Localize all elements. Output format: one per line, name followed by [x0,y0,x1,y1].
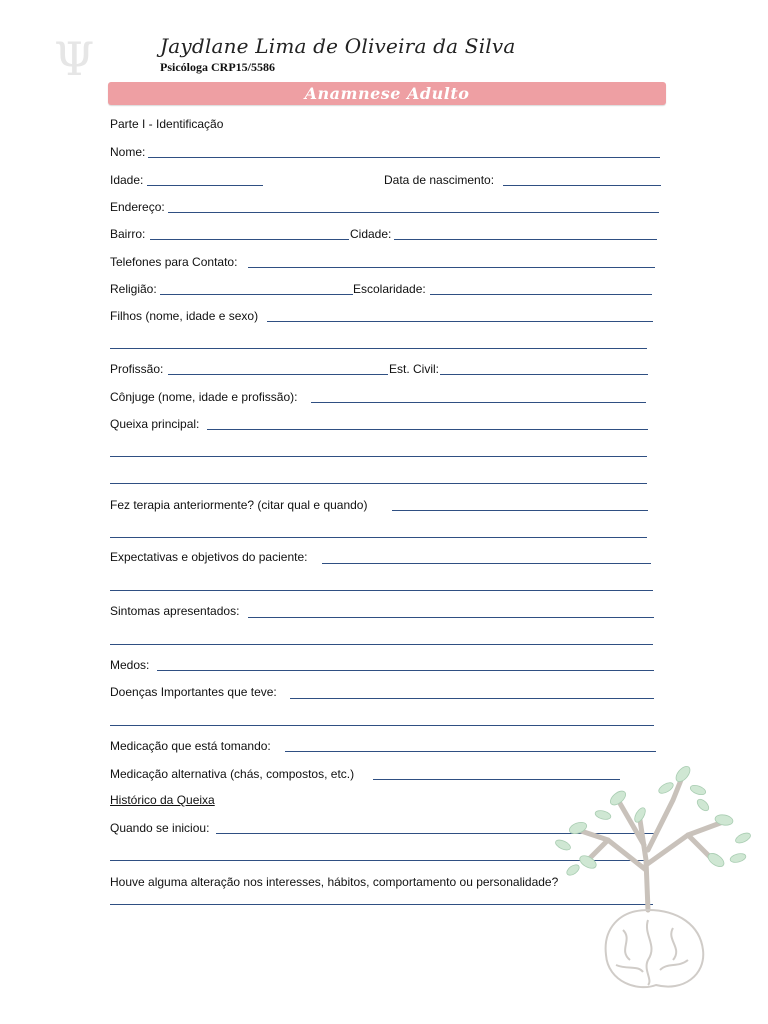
title-banner [108,82,666,105]
medos-field[interactable] [157,670,654,671]
idade-label: Idade: [110,173,144,187]
escolaridade-label: Escolaridade: [353,282,426,296]
terapia-field-line-2[interactable] [110,537,647,538]
conjuge-label: Cônjuge (nome, idade e profissão): [110,390,298,404]
bairro-label: Bairro: [110,227,146,241]
religiao-field[interactable] [160,294,353,295]
religiao-label: Religião: [110,282,157,296]
terapia-field[interactable] [392,510,648,511]
expectativas-label: Expectativas e objetivos do paciente: [110,550,308,564]
medicacao-field[interactable] [285,751,656,752]
historico-heading: Histórico da Queixa [110,793,215,807]
terapia-label: Fez terapia anteriormente? (citar qual e quando) [110,498,368,512]
psychologist-name: Jaydlane Lima de Oliveira da Silva [160,34,516,58]
conjuge-field[interactable] [311,402,646,403]
sintomas-field[interactable] [248,617,654,618]
profissao-field[interactable] [168,374,388,375]
nascimento-field[interactable] [503,185,661,186]
medicacao-label: Medicação que está tomando: [110,739,271,753]
nome-label: Nome: [110,145,146,159]
queixa-field-line-3[interactable] [110,483,647,484]
doencas-field-line-2[interactable] [110,725,654,726]
sintomas-label: Sintomas apresentados: [110,604,240,618]
nome-field[interactable] [148,157,660,158]
tree-brain-illustration [548,760,758,1000]
endereco-field[interactable] [168,212,659,213]
escolaridade-field[interactable] [430,294,652,295]
bairro-field[interactable] [150,239,349,240]
estcivil-label: Est. Civil: [389,362,440,376]
cidade-field[interactable] [394,239,657,240]
estcivil-field[interactable] [440,374,648,375]
psi-logo: Ψ [54,32,95,86]
sintomas-field-line-2[interactable] [110,644,653,645]
queixa-label: Queixa principal: [110,417,200,431]
form-title: Anamnese Adulto [304,84,470,103]
medos-label: Medos: [110,658,150,672]
doencas-field[interactable] [290,698,654,699]
telefones-field[interactable] [248,267,655,268]
cidade-label: Cidade: [350,227,392,241]
expectativas-field-line-2[interactable] [110,590,653,591]
expectativas-field[interactable] [322,563,651,564]
telefones-label: Telefones para Contato: [110,255,238,269]
alteracao-label: Houve alguma alteração nos interesses, hábitos, comportamento ou personalidade? [110,875,559,889]
filhos-field-line-2[interactable] [110,348,647,349]
section-heading: Parte I - Identificação [110,117,224,131]
medicacao-alt-label: Medicação alternativa (chás, compostos, etc.) [110,767,355,781]
filhos-field[interactable] [267,321,653,322]
queixa-field[interactable] [207,429,648,430]
queixa-field-line-2[interactable] [110,456,647,457]
quando-label: Quando se iniciou: [110,821,210,835]
psychologist-crp: Psicóloga CRP15/5586 [160,60,275,74]
doencas-label: Doenças Importantes que teve: [110,685,277,699]
nascimento-label: Data de nascimento: [384,173,495,187]
profissao-label: Profissão: [110,362,164,376]
endereco-label: Endereço: [110,200,165,214]
filhos-label: Filhos (nome, idade e sexo) [110,309,259,323]
idade-field[interactable] [147,185,263,186]
